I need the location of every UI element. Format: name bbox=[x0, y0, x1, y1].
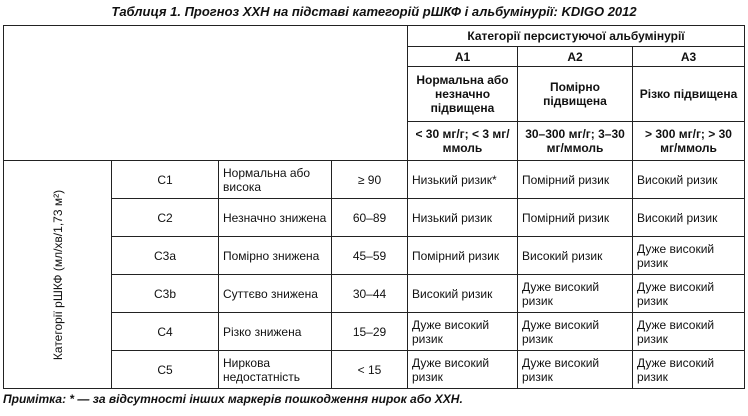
risk-cell: Помірний ризик bbox=[518, 161, 633, 199]
table-row bbox=[4, 275, 745, 313]
row-description: Ниркова недостатність bbox=[219, 351, 332, 389]
risk-cell: Дуже високий ризик bbox=[518, 313, 633, 351]
risk-cell: Дуже високий ризик bbox=[633, 351, 745, 389]
col-range-a1: < 30 мг/г; < 3 мг/ммоль bbox=[408, 122, 518, 161]
row-range: 30–44 bbox=[332, 275, 408, 313]
row-description: Незначно знижена bbox=[219, 199, 332, 237]
row-description: Різко знижена bbox=[219, 313, 332, 351]
table-footnote: Примітка: * — за відсутності інших маркерів пошкодження нирок або ХХН. bbox=[3, 392, 463, 406]
row-category: C4 bbox=[112, 313, 219, 351]
table-row bbox=[4, 313, 745, 351]
row-axis-label-cell bbox=[4, 161, 112, 389]
col-desc-a3: Різко підвищена bbox=[633, 67, 745, 122]
table-row bbox=[4, 237, 745, 275]
row-range: 45–59 bbox=[332, 237, 408, 275]
prognosis-table bbox=[3, 25, 745, 389]
risk-cell: Помірний ризик bbox=[518, 199, 633, 237]
row-axis-label: Категорії рШКФ (мл/хв/1,73 м²) bbox=[50, 189, 65, 360]
row-category: C3a bbox=[112, 237, 219, 275]
row-category: C2 bbox=[112, 199, 219, 237]
risk-cell: Високий ризик bbox=[633, 199, 745, 237]
risk-cell: Дуже високий ризик bbox=[518, 275, 633, 313]
risk-cell: Помірний ризик bbox=[408, 237, 518, 275]
risk-cell: Дуже високий ризик bbox=[518, 351, 633, 389]
col-code-a3: A3 bbox=[633, 47, 745, 67]
risk-cell: Високий ризик bbox=[408, 275, 518, 313]
col-desc-a1: Нормальна або незначно підвищена bbox=[408, 67, 518, 122]
risk-cell: Високий ризик bbox=[518, 237, 633, 275]
row-range: 60–89 bbox=[332, 199, 408, 237]
risk-cell: Дуже високий ризик bbox=[408, 351, 518, 389]
risk-cell: Дуже високий ризик bbox=[408, 313, 518, 351]
row-category: C3b bbox=[112, 275, 219, 313]
row-category: C5 bbox=[112, 351, 219, 389]
header-empty-cell bbox=[4, 26, 408, 161]
risk-cell: Низький ризик bbox=[408, 199, 518, 237]
risk-cell: Дуже високий ризик bbox=[633, 237, 745, 275]
row-description: Суттєво знижена bbox=[219, 275, 332, 313]
albuminuria-group-header: Категорії персистуючої альбумінурії bbox=[408, 26, 745, 47]
risk-cell: Дуже високий ризик bbox=[633, 275, 745, 313]
row-range: ≥ 90 bbox=[332, 161, 408, 199]
row-description: Помірно знижена bbox=[219, 237, 332, 275]
table-row bbox=[4, 199, 745, 237]
col-range-a2: 30–300 мг/г; 3–30 мг/ммоль bbox=[518, 122, 633, 161]
row-range: 15–29 bbox=[332, 313, 408, 351]
risk-cell: Дуже високий ризик bbox=[633, 313, 745, 351]
row-description: Нормальна або висока bbox=[219, 161, 332, 199]
col-desc-a2: Помірно підвищена bbox=[518, 67, 633, 122]
risk-cell: Низький ризик* bbox=[408, 161, 518, 199]
table-title: Таблиця 1. Прогноз ХХН на підставі категорій рШКФ і альбумінурії: KDIGO 2012 bbox=[111, 4, 637, 19]
table-row bbox=[4, 161, 745, 199]
col-code-a1: A1 bbox=[408, 47, 518, 67]
row-range: < 15 bbox=[332, 351, 408, 389]
risk-cell: Високий ризик bbox=[633, 161, 745, 199]
col-code-a2: A2 bbox=[518, 47, 633, 67]
table-row bbox=[4, 351, 745, 389]
row-category: C1 bbox=[112, 161, 219, 199]
col-range-a3: > 300 мг/г; > 30 мг/ммоль bbox=[633, 122, 745, 161]
